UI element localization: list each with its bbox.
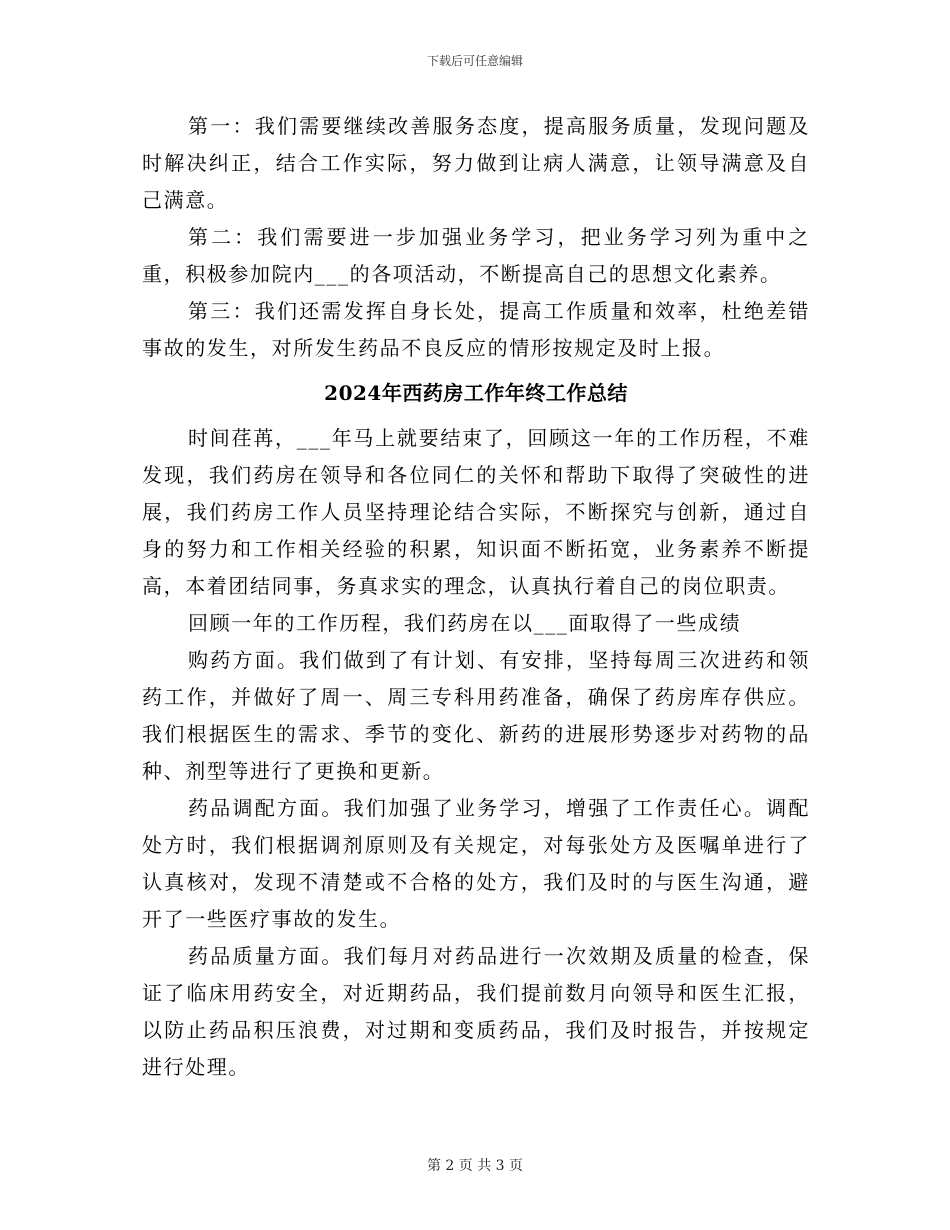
paragraph-review: 回顾一年的工作历程，我们药房在以___面取得了一些成绩 [188,611,742,635]
paragraph-second-point: 第二：我们需要进一步加强业务学习，把业务学习列为重中之重，积极参加院内___的各项活动，不断提高自己的思想文化素养。 [142,225,810,286]
paragraph-purchasing: 购药方面。我们做到了有计划、有安排，坚持每周三次进药和领药工作，并做好了周一、周三专科用药准备，确保了药房库存供应。我们根据医生的需求、季节的变化、新药的进展形势逐步对药物的品种、剂型等进行了更换和更新。 [142,648,810,783]
paragraph-first-point: 第一：我们需要继续改善服务态度，提高服务质量，发现问题及时解决纠正，结合工作实际，努力做到让病人满意，让领导满意及自己满意。 [142,114,810,212]
paragraph-dispensing: 药品调配方面。我们加强了业务学习，增强了工作责任心。调配处方时，我们根据调剂原则及有关规定，对每张处方及医嘱单进行了认真核对，发现不清楚或不合格的处方，我们及时的与医生沟通，避开了一些医疗事故的发生。 [142,796,810,931]
section-heading: 2024年西药房工作年终工作总结 [324,381,628,405]
paragraph-third-point: 第三：我们还需发挥自身长处，提高工作质量和效率，杜绝差错事故的发生，对所发生药品不良反应的情形按规定及时上报。 [142,299,810,360]
page-header: 下载后可任意编辑 [426,54,523,68]
paragraph-intro: 时间荏苒，___年马上就要结束了，回顾这一年的工作历程，不难发现，我们药房在领导和各位同仁的关怀和帮助下取得了突破性的进展，我们药房工作人员坚持理论结合实际，不断探究与创新，通过自身的努力和工作相关经验的积累，知识面不断拓宽，业务素养不断提高，本着团结同事，务真求实的理念，认真执行着自己的岗位职责。 [142,426,810,598]
page-number: 第 2 页 共 3 页 [426,1158,524,1174]
document-body [142,108,810,1086]
paragraph-quality: 药品质量方面。我们每月对药品进行一次效期及质量的检查，保证了临床用药安全，对近期药品，我们提前数月向领导和医生汇报，以防止药品积压浪费，对过期和变质药品，我们及时报告，并按规定进行处理。 [142,944,810,1079]
